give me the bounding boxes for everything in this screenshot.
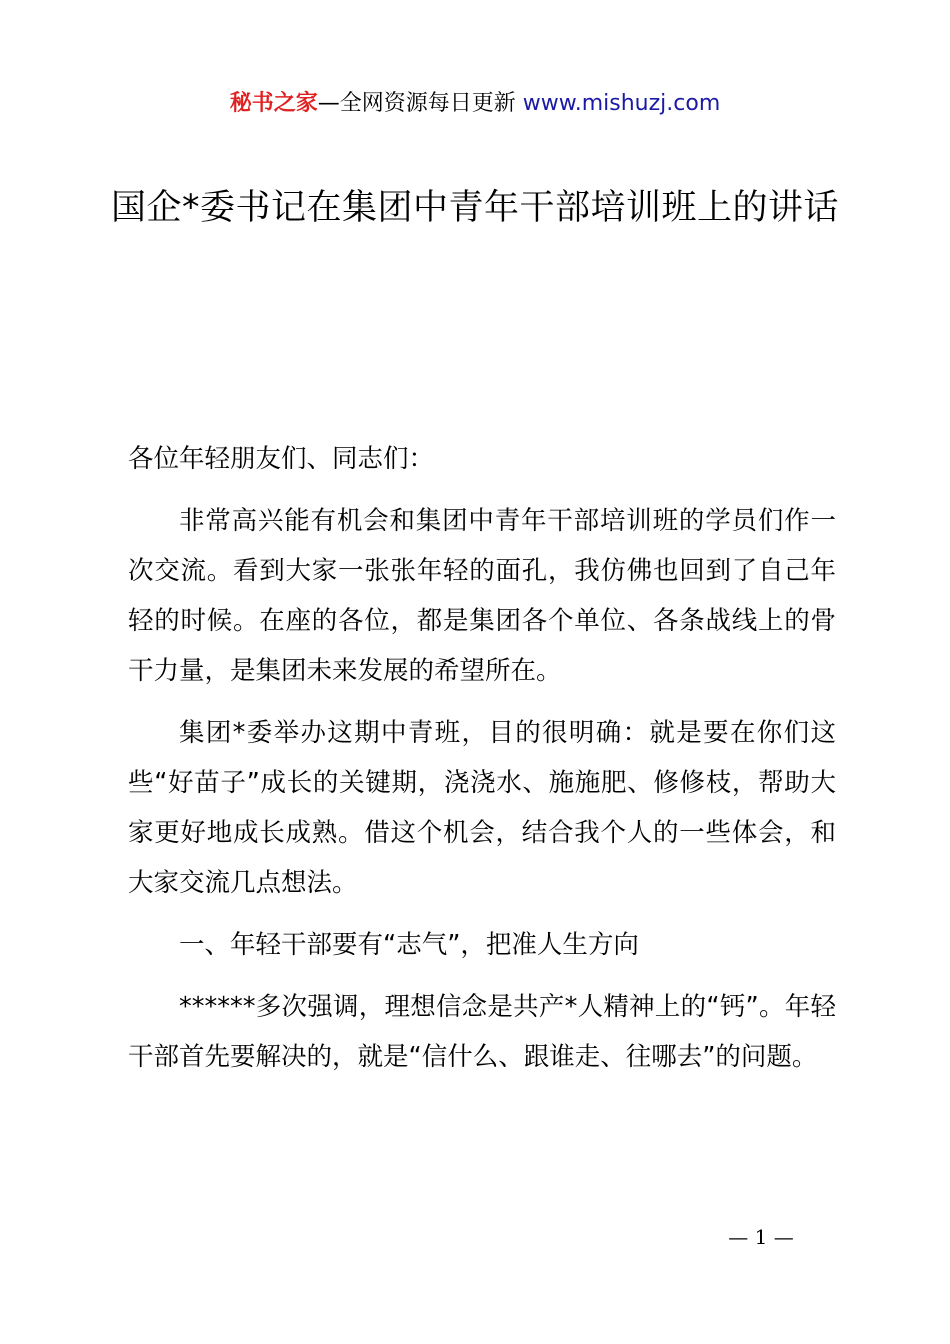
site-url-link[interactable]: www.mishuzj.com: [522, 91, 721, 116]
document-body: [128, 434, 836, 1094]
paragraph: 非常高兴能有机会和集团中青年干部培训班的学员们作一次交流。看到大家一张张年轻的面孔，我仿佛也回到了自己年轻的时候。在座的各位，都是集团各个单位、各条战线上的骨干力量，是集团未来发展的希望所在。: [128, 506, 836, 686]
paragraph: 集团*委举办这期中青班，目的很明确：就是要在你们这些“好苗子”成长的关键期，浇浇水、施施肥、修修枝，帮助大家更好地成长成熟。借这个机会，结合我个人的一些体会，和大家交流几点想法。: [128, 718, 836, 898]
header-slogan: —全网资源每日更新: [317, 91, 523, 116]
document-title: 国企*委书记在集团中青年干部培训班上的讲话: [110, 188, 839, 228]
section-heading: 一、年轻干部要有“志气”，把准人生方向: [179, 930, 639, 960]
page-number: — 1 —: [728, 1225, 794, 1249]
paragraph: ******多次强调，理想信念是共产*人精神上的“钙”。年轻干部首先要解决的，就是“信什么、跟谁走、往哪去”的问题。: [128, 992, 836, 1072]
salutation: 各位年轻朋友们、同志们：: [128, 444, 435, 474]
brand-name: 秘书之家: [229, 91, 318, 116]
site-header: [0, 88, 950, 120]
